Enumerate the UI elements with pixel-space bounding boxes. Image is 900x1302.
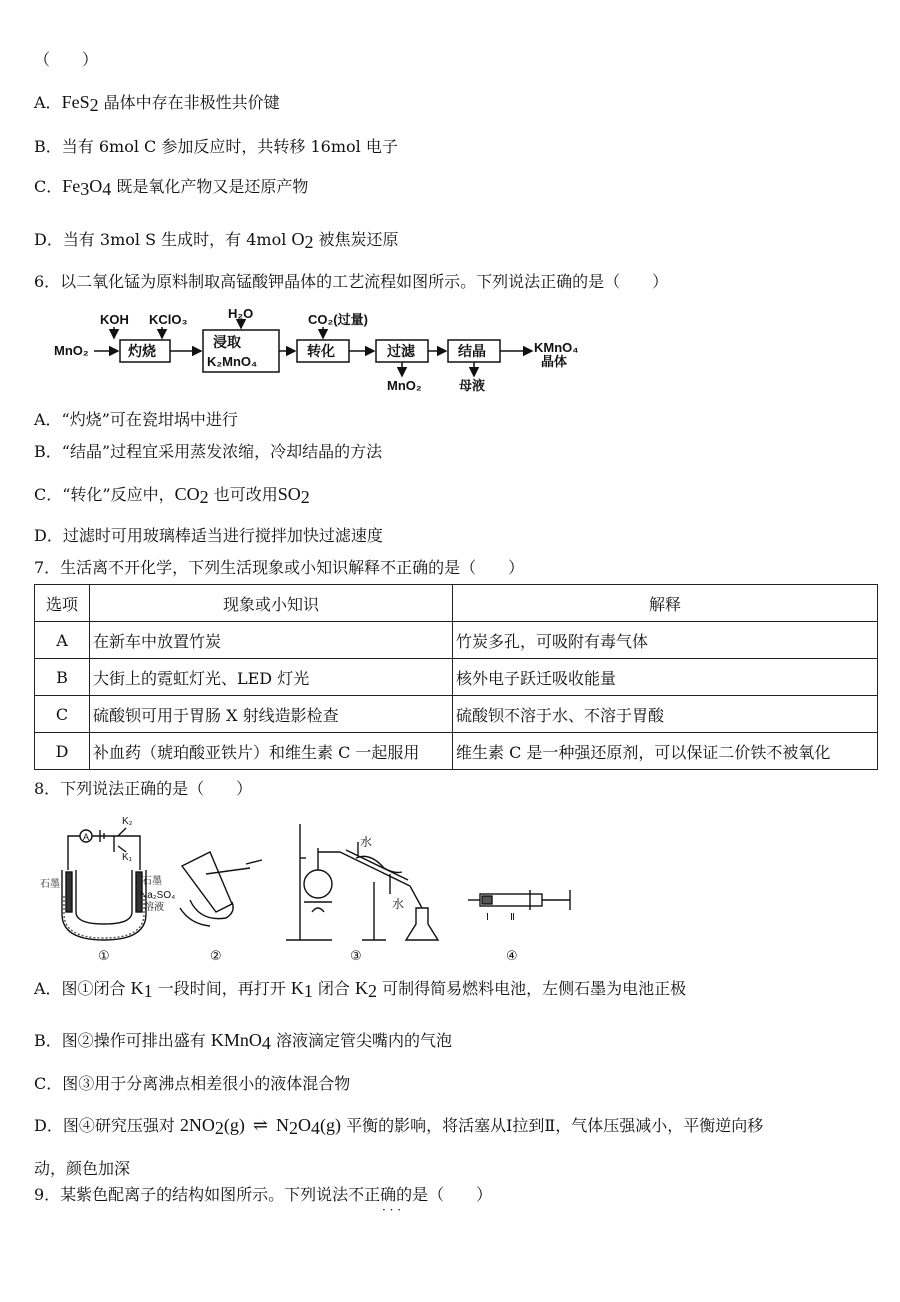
fig1-left-electrode: 石墨 (40, 879, 60, 890)
header-option: 选项 (35, 585, 90, 622)
q8-option-d-cont: 动，颜色加深 (34, 1159, 131, 1178)
table-cell: A (35, 622, 90, 659)
fig-number-4: ④ (506, 948, 518, 962)
table-cell: 维生素 C 是一种强还原剂，可以保证二价铁不被氧化 (453, 733, 878, 770)
flow-box4-out: MnO₂ (387, 378, 422, 393)
fig1-right-electrode: 石墨 (142, 876, 162, 887)
q6-option-b: B．“结晶”过程宜采用蒸发浓缩，冷却结晶的方法 (34, 442, 383, 461)
table-cell: 补血药（琥珀酸亚铁片）和维生素 C 一起服用 (90, 733, 453, 770)
emphasis-dots: · · · (382, 1203, 402, 1217)
fig-number-2: ② (210, 948, 222, 962)
fig-number-3: ③ (350, 948, 362, 962)
fig3-water-in: 水 (360, 835, 373, 849)
flow-box3-label: 转化 (307, 343, 335, 359)
table-cell: 核外电子跃迁吸收能量 (453, 659, 878, 696)
fig3-water-out: 水 (392, 897, 405, 911)
q5-option-d: D．当有 3mol S 生成时，有 4mol $O_2$ 被焦炭还原 (34, 229, 399, 252)
flow-reagent-h2o: H₂O (228, 306, 254, 321)
q6-flowchart (50, 302, 610, 398)
q5-option-b: B．当有 6mol C 参加反应时，共转移 16mol 电子 (34, 137, 398, 156)
table-row (35, 696, 878, 733)
q6-option-d: D．过滤时可用玻璃棒适当进行搅拌加快过滤速度 (34, 526, 383, 545)
q8-option-c: C．图③用于分离沸点相差很小的液体混合物 (34, 1074, 351, 1093)
q7-table (34, 584, 878, 770)
flow-box5-label: 结晶 (458, 343, 486, 359)
q5-paren: （ ） (34, 50, 99, 69)
q7-stem: 7．生活离不开化学，下列生活现象或小知识解释不正确的是（ ） (34, 558, 525, 577)
fig1-ammeter: A (83, 832, 90, 842)
table-cell: D (35, 733, 90, 770)
flow-start: MnO₂ (54, 343, 89, 358)
flow-reagent-co2: CO₂(过量) (308, 312, 368, 327)
q5-option-c: C．$Fe_3O_4$ 既是氧化产物又是还原产物 (34, 176, 309, 199)
table-row (35, 659, 878, 696)
table-cell: 硫酸钡不溶于水、不溶于胃酸 (453, 696, 878, 733)
q9-stem: 9．某紫色配离子的结构如图所示。下列说法不正确的是（ ） (34, 1185, 493, 1204)
flow-reagent-koh: KOH (100, 312, 129, 327)
flow-box4-label: 过滤 (387, 343, 415, 359)
header-explanation: 解释 (453, 585, 878, 622)
q8-option-b: B．图②操作可排出盛有 KMnO$_4$ 溶液滴定管尖嘴内的气泡 (34, 1030, 452, 1053)
table-cell: B (35, 659, 90, 696)
flow-end-line2: 晶体 (541, 354, 568, 369)
q6-option-c: C．“转化”反应中，$CO_2$ 也可改用$SO_2$ (34, 484, 310, 507)
flow-box2-label-a: 浸取 (213, 334, 241, 350)
q6-option-a: A．“灼烧”可在瓷坩埚中进行 (34, 410, 238, 429)
table-cell: 硫酸钡可用于胃肠 X 射线造影检查 (90, 696, 453, 733)
fig1-k2: K₂ (122, 816, 133, 827)
flow-box5-out: 母液 (459, 378, 486, 393)
table-header-row (35, 585, 878, 622)
fig1-solution-label: 溶液 (144, 902, 164, 913)
table-row (35, 622, 878, 659)
flow-reagent-kclo3: KClO₃ (149, 312, 188, 327)
header-phenomenon: 现象或小知识 (90, 585, 453, 622)
table-row (35, 733, 878, 770)
q8-apparatus-figure (40, 812, 580, 962)
table-cell: C (35, 696, 90, 733)
q8-option-d: D．图④研究压强对 $2NO_2(g)$ ⇌ $N_2O_4(g)$ 平衡的影响，将活塞从Ⅰ拉到Ⅱ，气体压强减小，平衡逆向移 (34, 1115, 764, 1138)
table-cell: 大街上的霓虹灯光、LED 灯光 (90, 659, 453, 696)
fig1-k1: K₁ (122, 852, 133, 863)
q8-stem: 8．下列说法正确的是（ ） (34, 779, 253, 798)
table-cell: 竹炭多孔，可吸附有毒气体 (453, 622, 878, 659)
q8-option-a: A．图①闭合 $K_1$ 一段时间，再打开 $K_1$ 闭合 $K_2$ 可制得简易燃料电池，左侧石墨为电池正极 (34, 978, 687, 1001)
fig4-mark-2: Ⅱ (510, 912, 515, 923)
q6-stem: 6．以二氧化锰为原料制取高锰酸钾晶体的工艺流程如图所示。下列说法正确的是（ ） (34, 272, 669, 291)
q5-option-a: A．FeS$_2$ 晶体中存在非极性共价键 (34, 92, 280, 115)
flow-box2-label-b: K₂MnO₄ (207, 354, 258, 369)
fig1-solution-name: Na₂SO₄ (140, 890, 176, 901)
fig-number-1: ① (98, 948, 110, 962)
flow-end-line1: KMnO₄ (534, 340, 579, 355)
fig4-mark-1: Ⅰ (486, 912, 489, 923)
table-cell: 在新车中放置竹炭 (90, 622, 453, 659)
flow-box1-label: 灼烧 (128, 343, 156, 359)
